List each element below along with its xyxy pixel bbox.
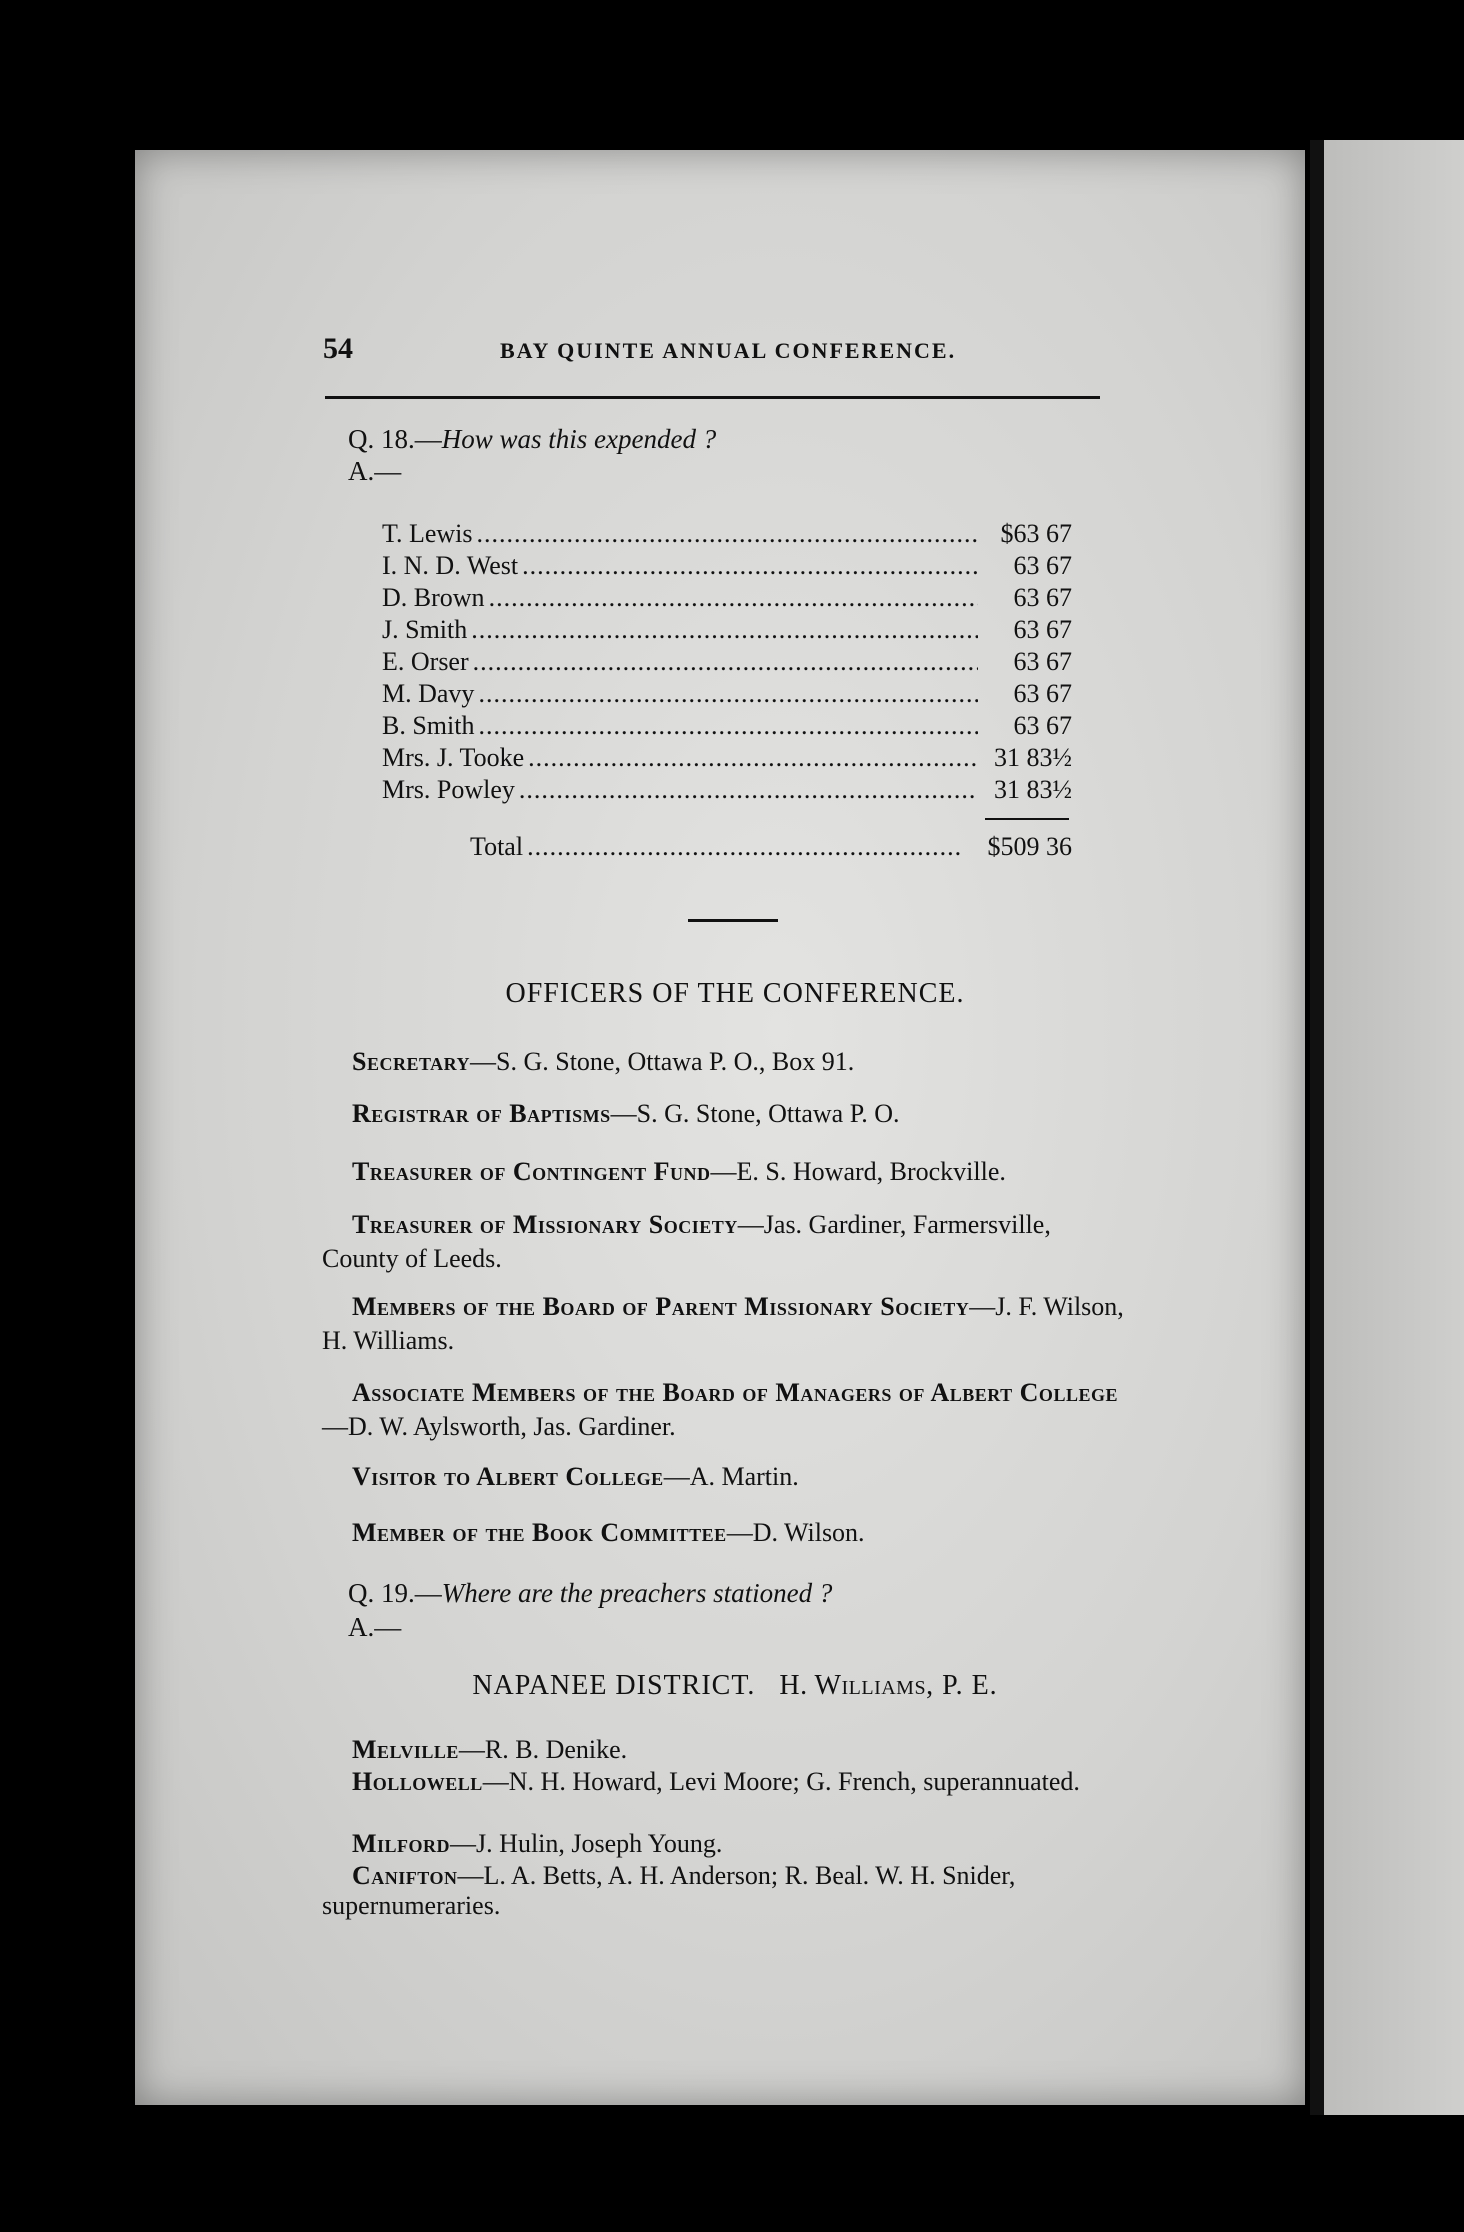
ledger-name: Mrs. J. Tooke: [382, 743, 525, 772]
ledger-amount: 63 67: [1013, 679, 1072, 708]
officer-title: Secretary: [352, 1047, 471, 1076]
officer-entry: [322, 1516, 1132, 1550]
ledger-name: Mrs. Powley: [382, 775, 515, 804]
answer-19-label: A.—: [348, 1612, 402, 1642]
leader-dots: [489, 582, 978, 614]
ledger-row: [382, 518, 1072, 550]
ledger-amount: $63 67: [1000, 519, 1072, 548]
officer-text: —Jas. Gardiner, Farmersville, County of Leeds.: [322, 1210, 1051, 1273]
question-18-number: Q. 18.—: [348, 424, 442, 454]
station-place: Canifton: [352, 1861, 458, 1890]
ledger-row: [382, 614, 1072, 646]
facing-page-edge: [1310, 140, 1464, 2115]
officer-text: —E. S. Howard, Brockville.: [710, 1157, 1006, 1186]
ledger-name: J. Smith: [382, 615, 468, 644]
officer-entry: [322, 1097, 1132, 1131]
ledger-amount: 63 67: [1013, 615, 1072, 644]
officer-title: Treasurer of Missionary Society: [352, 1210, 738, 1239]
station-text: —N. H. Howard, Levi Moore; G. French, superannuated.: [482, 1767, 1080, 1796]
station-text: —R. B. Denike.: [458, 1735, 628, 1764]
ledger-amount: 63 67: [1013, 647, 1072, 676]
ledger-row: [382, 710, 1072, 742]
expenditure-ledger: [382, 518, 1072, 806]
ledger-row: [382, 678, 1072, 710]
ledger-total-row: [470, 830, 1072, 864]
ledger-row: [382, 582, 1072, 614]
station-place: Melville: [352, 1735, 459, 1764]
officer-entry: [322, 1208, 1132, 1276]
ledger-amount: 31 83½: [994, 775, 1072, 804]
question-19-number: Q. 19.—: [348, 1578, 442, 1608]
ledger-amount: 63 67: [1013, 583, 1072, 612]
question-18: [348, 424, 716, 455]
ledger-name: B. Smith: [382, 711, 475, 740]
officer-title: Member of the Book Committee: [352, 1518, 727, 1547]
station-entry: [322, 1861, 1132, 1921]
ledger-amount: 63 67: [1013, 711, 1072, 740]
officer-title: Visitor to Albert College: [352, 1462, 664, 1491]
district-name: NAPANEE DISTRICT.: [472, 1670, 756, 1701]
ledger-name: M. Davy: [382, 679, 475, 708]
station-entry: [322, 1767, 1132, 1797]
ledger-row: [382, 550, 1072, 582]
leader-dots: [528, 742, 978, 774]
ledger-row: [382, 774, 1072, 806]
leader-dots: [478, 678, 978, 710]
question-19: [348, 1578, 832, 1609]
officer-text: —J. F. Wilson, H. Williams.: [322, 1292, 1124, 1355]
ledger-name: I. N. D. West: [382, 551, 519, 580]
header-rule: [325, 396, 1100, 399]
presiding-elder-name: H. Williams: [779, 1670, 927, 1701]
officer-text: —D. Wilson.: [726, 1518, 865, 1547]
officer-title: Treasurer of Contingent Fund: [352, 1157, 711, 1186]
running-title: BAY QUINTE ANNUAL CONFERENCE.: [500, 338, 957, 363]
officer-text: —S. G. Stone, Ottawa P. O.: [610, 1099, 900, 1128]
answer-18-label: A.—: [348, 456, 402, 486]
question-18-text: How was this expended ?: [441, 424, 717, 454]
ledger-name: D. Brown: [382, 583, 485, 612]
ledger-amount: 63 67: [1013, 551, 1072, 580]
officer-entry: [322, 1290, 1132, 1358]
total-amount: $509 36: [987, 832, 1072, 861]
presiding-elder-suffix: , P. E.: [926, 1670, 998, 1701]
leader-dots: [519, 774, 978, 806]
running-head: [190, 332, 1110, 372]
ledger-row: [382, 646, 1072, 678]
officer-entry: [322, 1376, 1132, 1444]
district-heading: [325, 1670, 1145, 1702]
officers-heading: OFFICERS OF THE CONFERENCE.: [505, 978, 965, 1009]
officer-title: Registrar of Baptisms: [352, 1099, 611, 1128]
station-text: —L. A. Betts, A. H. Anderson; R. Beal. W. H. Snider, supernumeraries.: [322, 1861, 1016, 1920]
officer-text: —A. Martin.: [663, 1462, 799, 1491]
leader-dots: [527, 830, 963, 864]
leader-dots: [522, 550, 978, 582]
station-place: Hollowell: [352, 1767, 483, 1796]
section-divider: [688, 919, 778, 922]
officer-entry: [322, 1155, 1132, 1189]
ledger-amount: 31 83½: [994, 743, 1072, 772]
officer-text: —D. W. Aylsworth, Jas. Gardiner.: [322, 1412, 676, 1441]
officer-text: —S. G. Stone, Ottawa P. O., Box 91.: [470, 1047, 855, 1076]
sum-rule: [985, 818, 1069, 820]
leader-dots: [473, 646, 978, 678]
leader-dots: [477, 518, 979, 550]
officer-entry: [322, 1045, 1132, 1079]
station-entry: [322, 1829, 1132, 1859]
question-19-text: Where are the preachers stationed ?: [441, 1578, 833, 1608]
station-place: Milford: [352, 1829, 451, 1858]
leader-dots: [471, 614, 978, 646]
ledger-name: T. Lewis: [382, 519, 473, 548]
total-label: Total: [470, 832, 524, 861]
officer-title: Members of the Board of Parent Missionary Society: [352, 1292, 970, 1321]
page-number: 54: [323, 332, 353, 365]
officer-entry: [322, 1460, 1132, 1494]
ledger-name: E. Orser: [382, 647, 469, 676]
station-entry: [322, 1735, 1132, 1765]
leader-dots: [478, 710, 978, 742]
station-text: —J. Hulin, Joseph Young.: [450, 1829, 723, 1858]
ledger-row: [382, 742, 1072, 774]
officer-title: Associate Members of the Board of Managers of Albert College: [352, 1378, 1118, 1407]
